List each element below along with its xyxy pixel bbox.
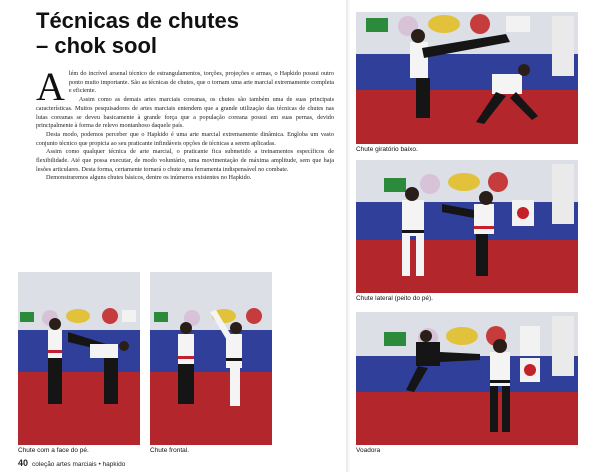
page-footer [18, 458, 125, 468]
article-title [36, 8, 336, 58]
caption-low-spinning-kick: Chute giratório baixo. [356, 146, 418, 153]
paragraph-5: Demonstraremos alguns chutes básicos, dentre os inúmeros existentes no Hapkido. [46, 174, 252, 182]
drop-cap: A [36, 64, 65, 109]
paragraph-4: Assim como qualquer técnica de arte marcial, o praticante fica submetido a treinamentos específicos de flexibilidade. Até que possa executar, de modo voluntário, uma movimentação de máxima amplitude, sem que haja lesões articulares. Desta forma, certamente tornará o chute uma ferramenta indispensável no combate. [36, 148, 334, 173]
paragraph-3: Desta modo, podemos perceber que o Hapkido é uma arte marcial extremamente dinâmica. Engloba um vasto conjunto técnico que propicia ao seu praticante infindáveis opções de técnicas a serem aplicadas. [36, 130, 334, 147]
paragraph-1: Além do incrível arsenal técnico de estrangulamentos, torções, projeções e armas, o Hapkido possui outro ponto muito importante. São as técnicas de chutes, que o tornam uma arte marcial extremamente completa e eficiente. [36, 64, 334, 109]
caption-flying-kick: Voadora [356, 447, 381, 454]
article-body [36, 64, 334, 183]
caption-front-kick-face: Chute com a face do pé. [18, 447, 89, 454]
photo-flying-kick [356, 312, 578, 445]
caption-front-kick: Chute frontal. [150, 447, 190, 454]
photo-front-kick-face [18, 272, 140, 445]
caption-side-kick: Chute lateral (peito do pé). [356, 295, 433, 302]
photo-low-spinning-kick [356, 12, 578, 144]
footer-text: coleção artes marciais • hapkido [32, 461, 126, 468]
right-page [350, 0, 614, 472]
title-line-1: Técnicas de chutes [36, 8, 239, 33]
photo-front-kick [150, 272, 272, 445]
photo-side-kick [356, 160, 578, 293]
page-number: 40 [18, 458, 29, 468]
paragraph-2: Assim como as demais artes marciais coreanas, os chutes são também uma de suas principais características. Muitos pesquisadores de artes marciais entendem que a grande utilização das técnicas de chutes nas lutas coreanas se deveu basicamente à grande força que a população coreana possui em suas pernas, devido principalmente à forma de relevo montanhoso daquele país. [36, 96, 334, 130]
title-line-2: – chok sool [36, 33, 158, 58]
